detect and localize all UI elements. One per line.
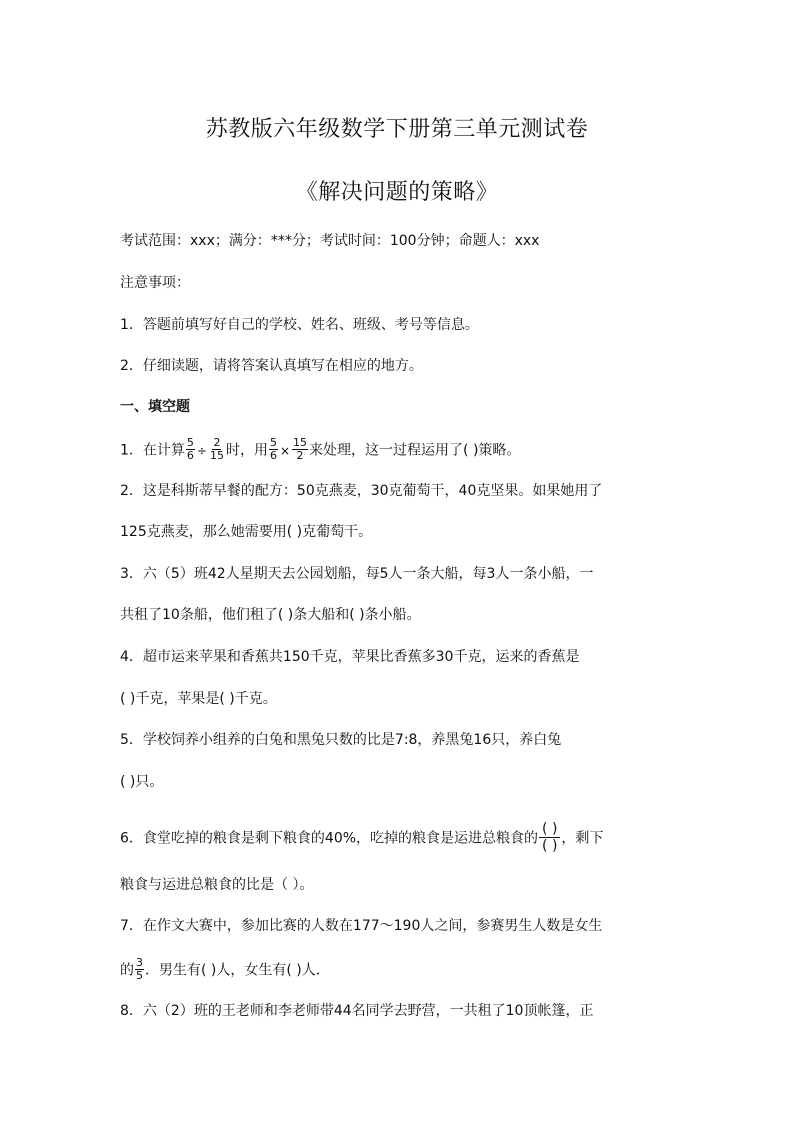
notes-heading: 注意事项：	[120, 275, 190, 291]
q1-f3-denominator: 6	[269, 449, 277, 462]
q1-f3-numerator: 5	[269, 436, 277, 449]
q7-text-b: ．男生有( )人，女生有( )人．	[145, 962, 330, 979]
question-5-line-1: 5．学校饲养小组养的白兔和黑兔只数的比是7:8，养黑兔16只，养白兔	[120, 732, 562, 748]
question-3-line-1: 3．六（5）班42人星期天去公园划船，每5人一条大船，每3人一条小船，一	[120, 566, 594, 582]
q1-f2-denominator: 15	[209, 449, 224, 462]
q7-numerator: 3	[136, 956, 143, 969]
q6-text-b: ，剩下	[561, 830, 604, 847]
page-subtitle: 《解决问题的策略》	[295, 180, 499, 205]
q1-fraction-4	[292, 437, 308, 462]
q1-text-c: 来处理，这一过程运用了( )策略。	[309, 442, 521, 459]
q6-blank-fraction	[539, 821, 560, 854]
section-heading: 一、填空题	[120, 399, 190, 415]
q1-f4-numerator: 15	[293, 436, 308, 449]
question-1	[120, 438, 520, 463]
q1-fraction-3	[269, 437, 278, 462]
note-2: 2．仔细读题，请将答案认真填写在相应的地方。	[120, 358, 423, 374]
q1-divide-sign: ÷	[196, 443, 207, 458]
note-1: 1．答题前填写好自己的学校、姓名、班级、考号等信息。	[120, 317, 479, 333]
question-3-line-2: 共租了10条船，他们租了( )条大船和( )条小船。	[120, 607, 421, 623]
question-7-line-2	[120, 958, 330, 983]
q6-numerator-blank: ( )	[539, 821, 560, 838]
q1-text-b: 时，用	[225, 442, 268, 459]
q1-fraction-1	[186, 437, 195, 462]
q1-multiply-sign: ×	[279, 443, 291, 458]
question-4-line-2: ( )千克，苹果是( )千克。	[120, 691, 277, 707]
question-7-line-1: 7．在作文大赛中，参加比赛的人数在177～190人之间，参赛男生人数是女生	[120, 918, 603, 934]
q7-denominator: 5	[136, 969, 143, 982]
question-2-line-1: 2．这是科斯蒂早餐的配方：50克燕麦，30克葡萄干，40克坚果。如果她用了	[120, 483, 603, 499]
q1-fraction-2	[209, 437, 225, 462]
page-title: 苏教版六年级数学下册第三单元测试卷	[205, 117, 589, 142]
question-6-line-1	[120, 822, 603, 855]
q7-text-a: 的	[120, 962, 134, 979]
q1-f1-numerator: 5	[186, 436, 194, 449]
question-4-line-1: 4．超市运来苹果和香蕉共150千克，苹果比香蕉多30千克，运来的香蕉是	[120, 649, 580, 665]
q7-fraction	[135, 957, 144, 982]
q1-f4-denominator: 2	[296, 449, 304, 462]
q1-f2-numerator: 2	[213, 436, 221, 449]
question-5-line-2: ( )只。	[120, 774, 164, 790]
q1-f1-denominator: 6	[186, 449, 194, 462]
q6-text-a: 6．食堂吃掉的粮食是剩下粮食的40%，吃掉的粮食是运进总粮食的	[120, 830, 539, 847]
question-8-line-1: 8．六（2）班的王老师和李老师带44名同学去野营，一共租了10顶帐篷，正	[120, 1003, 594, 1019]
exam-info: 考试范围：xxx；满分：***分；考试时间：100分钟；命题人：xxx	[120, 233, 540, 249]
question-6-line-2: 粮食与运进总粮食的比是（ ）。	[120, 877, 314, 893]
q6-denominator-blank: ( )	[542, 838, 558, 854]
q1-text-a: 1．在计算	[120, 442, 185, 459]
question-2-line-2: 125克燕麦，那么她需要用( )克葡萄干。	[120, 524, 373, 540]
